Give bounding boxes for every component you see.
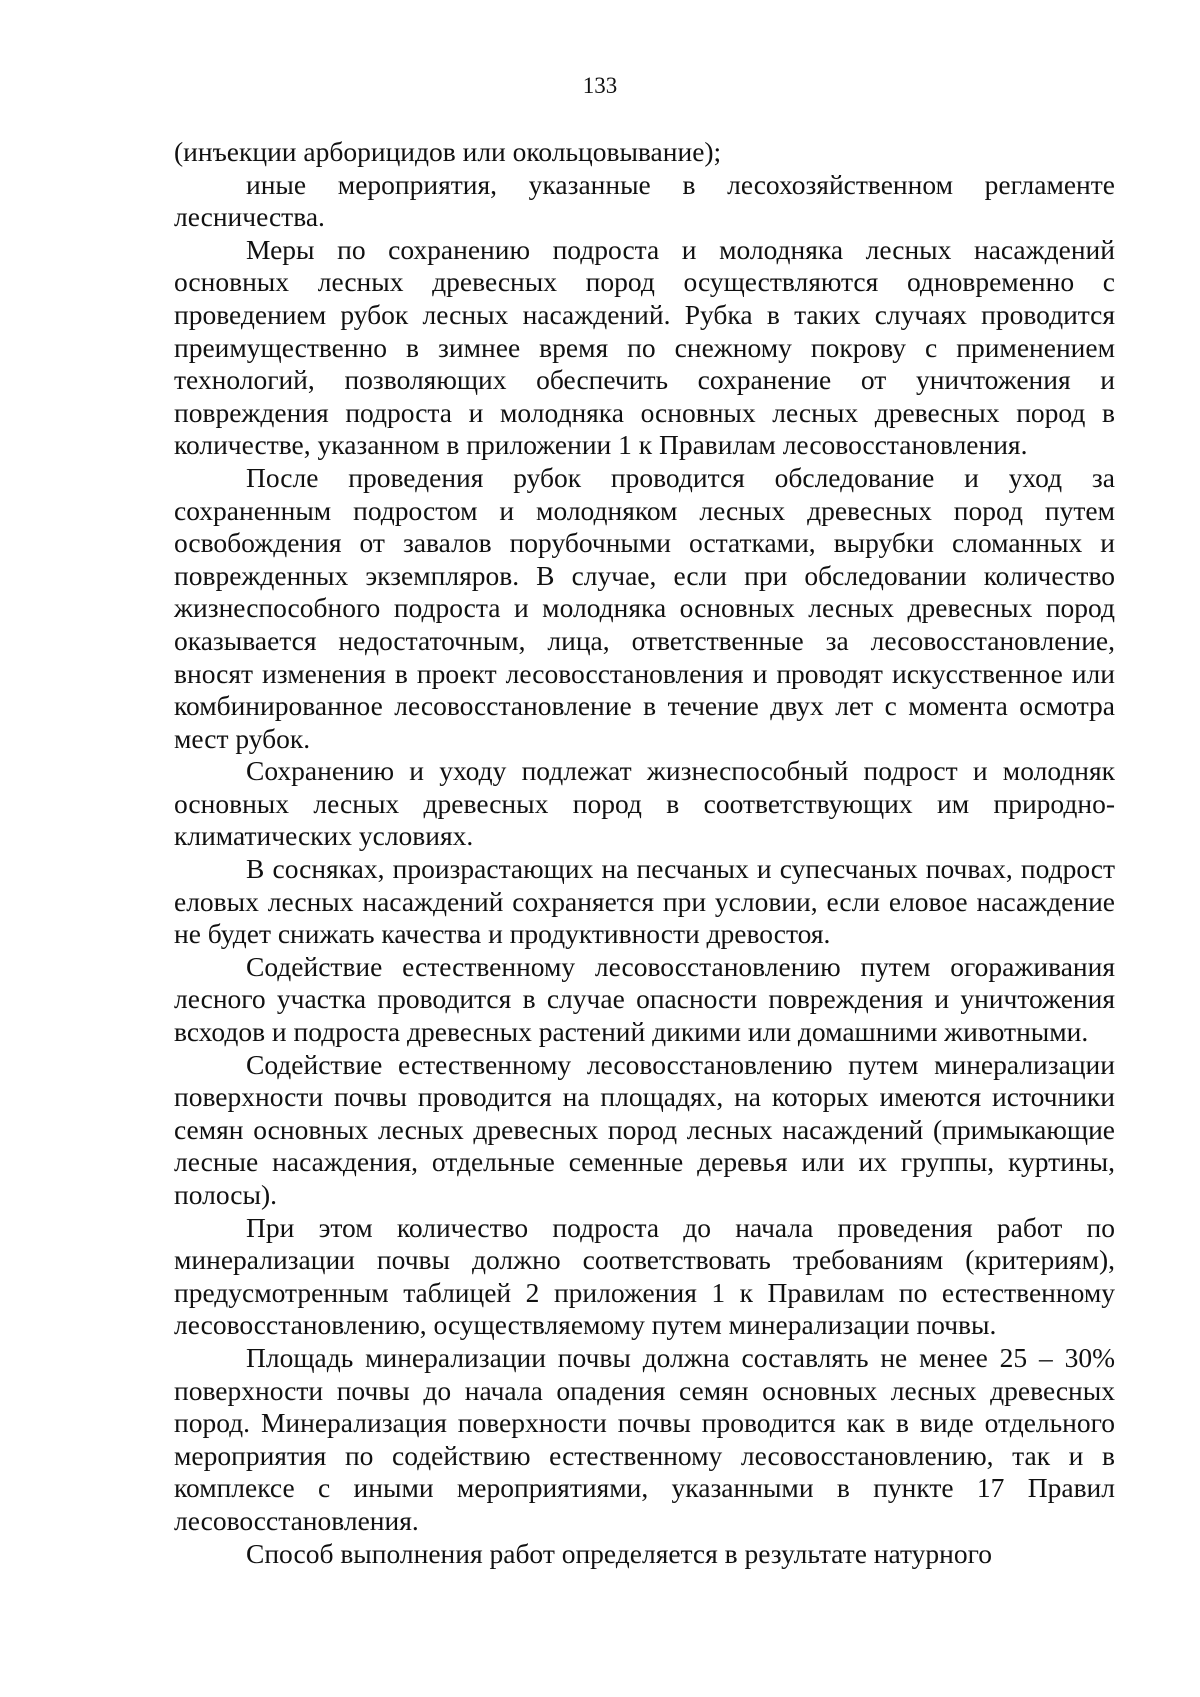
paragraph: иные мероприятия, указанные в лесохозяйственном регламенте лесничества. [174,168,1115,233]
paragraph: Способ выполнения работ определяется в результате натурного [246,1537,992,1569]
page-number: 133 [582,73,618,98]
paragraph: Площадь минерализации почвы должна составлять не менее 25 – 30% поверхности почвы до начала опадения семян основных лесных древесных пород. Минерализация поверхности почвы проводится как в виде отдельного мероприятия по содействию естественному лесовосстановлению, так и в комплексе с иными мероприятиями, указанными в пункте 17 Правил лесовосстановления. [174,1341,1115,1536]
paragraph: После проведения рубок проводится обследование и уход за сохраненным подростом и молодняком лесных древесных пород путем освобождения от завалов порубочными остатками, вырубки сломанных и поврежденных экземпляров. В случае, если при обследовании количество жизнеспособного подроста и молодняка основных лесных древесных пород оказывается недостаточным, лица, ответственные за лесовосстановление, вносят изменения в проект лесовосстановления и проводят искусственное или комбинированное лесовосстановление в течение двух лет с момента осмотра мест рубок. [174,461,1115,754]
paragraph: Сохранению и уходу подлежат жизнеспособный подрост и молодняк основных лесных древесных пород в соответствующих им природно-климатических условиях. [174,755,1115,852]
paragraph: Содействие естественному лесовосстановлению путем минерализации поверхности почвы проводится на площадях, на которых имеются источники семян основных лесных древесных пород лесных насаждений (примыкающие лесные насаждения, отдельные семенные деревья или их группы, куртины, полосы). [174,1048,1115,1210]
paragraph: При этом количество подроста до начала проведения работ по минерализации почвы должно соответствовать требованиям (критериям), предусмотренным таблицей 2 приложения 1 к Правилам по естественному лесовосстановлению, осуществляемому путем минерализации почвы. [174,1211,1115,1341]
paragraph: (инъекции арборицидов или окольцовывание); [174,136,722,167]
document-body [174,136,1115,1570]
paragraph: Меры по сохранению подроста и молодняка лесных насаждений основных лесных древесных пород осуществляются одновременно с проведением рубок лесных насаждений. Рубка в таких случаях проводится преимущественно в зимнее время по снежному покрову с применением технологий, позволяющих обеспечить сохранение от уничтожения и повреждения подроста и молодняка основных лесных древесных пород в количестве, указанном в приложении 1 к Правилам лесовосстановления. [174,233,1115,461]
paragraph: В сосняках, произрастающих на песчаных и супесчаных почвах, подрост еловых лесных насаждений сохраняется при условии, если еловое насаждение не будет снижать качества и продуктивности древостоя. [174,853,1115,950]
paragraph: Содействие естественному лесовосстановлению путем огораживания лесного участка проводится в случае опасности повреждения и уничтожения всходов и подроста древесных растений дикими или домашними животными. [174,950,1115,1048]
